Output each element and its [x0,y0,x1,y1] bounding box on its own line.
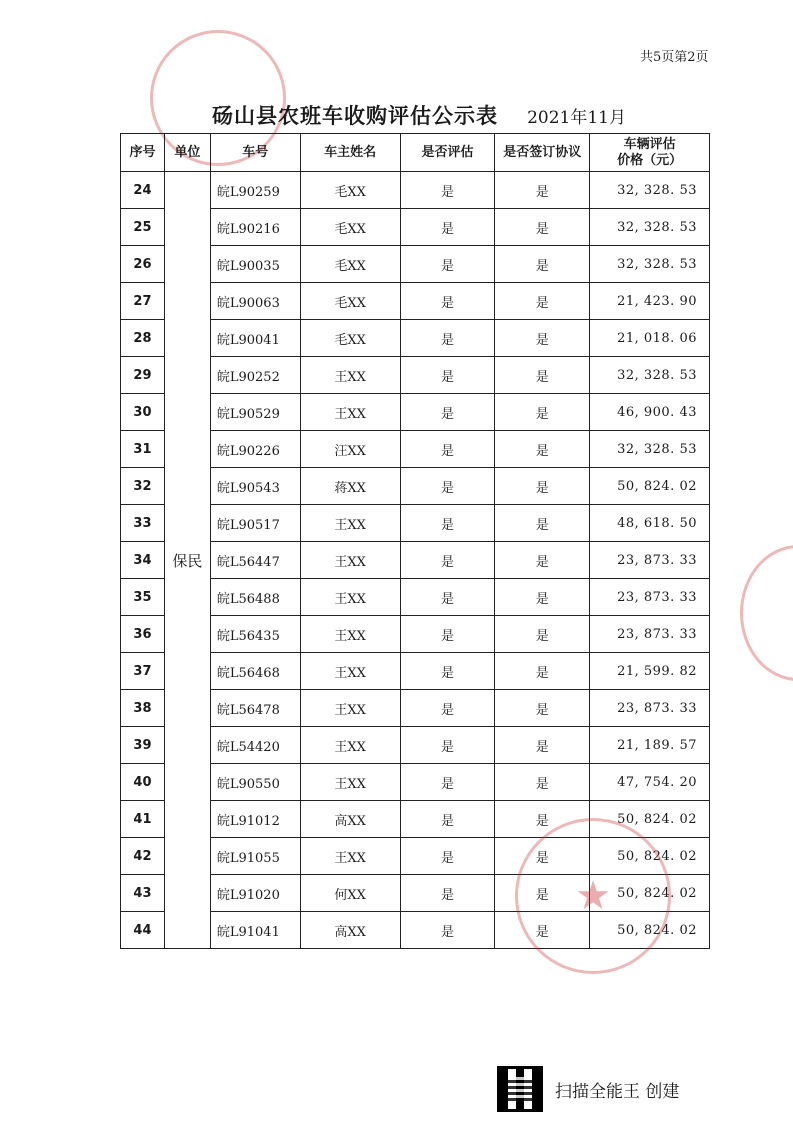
row-evaluated: 是 [400,838,495,875]
row-price: 32, 328. 53 [590,431,710,468]
row-owner: 毛XX [300,246,400,283]
row-price: 32, 328. 53 [590,172,710,209]
row-seq: 28 [121,320,165,357]
row-seq: 32 [121,468,165,505]
row-evaluated: 是 [400,653,495,690]
header-plate: 车号 [210,134,300,172]
row-signed: 是 [495,875,590,912]
row-evaluated: 是 [400,172,495,209]
row-signed: 是 [495,209,590,246]
row-seq: 34 [121,542,165,579]
row-price: 21, 018. 06 [590,320,710,357]
row-price: 21, 423. 90 [590,283,710,320]
table-header-row [121,134,710,172]
row-owner: 毛XX [300,209,400,246]
row-signed: 是 [495,505,590,542]
row-signed: 是 [495,542,590,579]
row-owner: 王XX [300,505,400,542]
row-owner: 王XX [300,764,400,801]
row-owner: 何XX [300,875,400,912]
row-plate: 皖L90226 [210,431,300,468]
header-owner: 车主姓名 [300,134,400,172]
header-price-line1: 车辆评估 [623,136,676,152]
row-evaluated: 是 [400,875,495,912]
row-plate: 皖L56488 [210,579,300,616]
row-price: 50, 824. 02 [590,838,710,875]
row-signed: 是 [495,579,590,616]
row-seq: 43 [121,875,165,912]
row-price: 23, 873. 33 [590,690,710,727]
report-date: 2021年11月 [527,108,626,128]
row-evaluated: 是 [400,468,495,505]
row-price: 21, 599. 82 [590,653,710,690]
row-signed: 是 [495,283,590,320]
row-plate: 皖L90550 [210,764,300,801]
row-evaluated: 是 [400,616,495,653]
row-price: 32, 328. 53 [590,246,710,283]
row-owner: 毛XX [300,172,400,209]
row-seq: 33 [121,505,165,542]
row-seq: 26 [121,246,165,283]
row-price: 50, 824. 02 [590,801,710,838]
row-plate: 皖L90529 [210,394,300,431]
row-price: 46, 900. 43 [590,394,710,431]
row-evaluated: 是 [400,357,495,394]
row-signed: 是 [495,394,590,431]
row-plate: 皖L56435 [210,616,300,653]
row-seq: 39 [121,727,165,764]
row-evaluated: 是 [400,727,495,764]
row-evaluated: 是 [400,209,495,246]
row-seq: 29 [121,357,165,394]
row-seq: 31 [121,431,165,468]
row-seq: 40 [121,764,165,801]
row-price: 23, 873. 33 [590,616,710,653]
row-owner: 蒋XX [300,468,400,505]
row-plate: 皖L90259 [210,172,300,209]
official-seal-stamp-edge [740,545,793,681]
row-signed: 是 [495,764,590,801]
row-seq: 27 [121,283,165,320]
row-seq: 24 [121,172,165,209]
row-plate: 皖L56478 [210,690,300,727]
row-evaluated: 是 [400,579,495,616]
row-price: 50, 824. 02 [590,875,710,912]
row-signed: 是 [495,838,590,875]
row-evaluated: 是 [400,246,495,283]
row-seq: 38 [121,690,165,727]
row-plate: 皖L91055 [210,838,300,875]
row-price: 48, 618. 50 [590,505,710,542]
header-seq: 序号 [121,134,165,172]
row-owner: 毛XX [300,283,400,320]
row-signed: 是 [495,912,590,949]
row-plate: 皖L56447 [210,542,300,579]
row-evaluated: 是 [400,764,495,801]
header-price-line2: 价格（元） [617,152,683,168]
row-signed: 是 [495,653,590,690]
row-evaluated: 是 [400,394,495,431]
row-seq: 36 [121,616,165,653]
page-title: 砀山县农班车收购评估公示表 [212,104,498,128]
row-unit: 保民 [164,172,210,949]
row-owner: 王XX [300,838,400,875]
row-owner: 王XX [300,690,400,727]
row-price: 32, 328. 53 [590,209,710,246]
row-seq: 30 [121,394,165,431]
row-owner: 高XX [300,912,400,949]
row-price: 50, 824. 02 [590,468,710,505]
row-seq: 35 [121,579,165,616]
row-signed: 是 [495,320,590,357]
page-indicator: 共5页第2页 [640,50,709,65]
row-plate: 皖L91020 [210,875,300,912]
header-price [590,134,710,172]
row-signed: 是 [495,357,590,394]
qr-code-icon [497,1066,543,1112]
row-price: 47, 754. 20 [590,764,710,801]
row-plate: 皖L90517 [210,505,300,542]
row-evaluated: 是 [400,283,495,320]
header-signed: 是否签订协议 [495,134,590,172]
row-evaluated: 是 [400,801,495,838]
row-seq: 41 [121,801,165,838]
row-signed: 是 [495,690,590,727]
certified-public-valuer-stamp [515,818,671,974]
row-evaluated: 是 [400,320,495,357]
row-seq: 44 [121,912,165,949]
row-owner: 高XX [300,801,400,838]
row-signed: 是 [495,246,590,283]
row-signed: 是 [495,172,590,209]
row-plate: 皖L90063 [210,283,300,320]
row-owner: 毛XX [300,320,400,357]
scanner-credit: 扫描全能王 创建 [555,1081,680,1102]
star-icon: ★ [575,873,611,919]
row-owner: 王XX [300,394,400,431]
row-seq: 25 [121,209,165,246]
scanner-footer [497,1066,679,1112]
row-signed: 是 [495,431,590,468]
row-plate: 皖L56468 [210,653,300,690]
row-plate: 皖L90252 [210,357,300,394]
row-plate: 皖L90216 [210,209,300,246]
row-seq: 37 [121,653,165,690]
row-plate: 皖L91012 [210,801,300,838]
row-evaluated: 是 [400,431,495,468]
row-signed: 是 [495,468,590,505]
row-price: 50, 824. 02 [590,912,710,949]
row-evaluated: 是 [400,912,495,949]
row-price: 23, 873. 33 [590,542,710,579]
row-signed: 是 [495,616,590,653]
row-evaluated: 是 [400,690,495,727]
row-owner: 王XX [300,727,400,764]
row-owner: 王XX [300,357,400,394]
header-evaluated: 是否评估 [400,134,495,172]
row-signed: 是 [495,727,590,764]
title-row [212,100,626,130]
table-row [121,172,710,209]
row-evaluated: 是 [400,505,495,542]
row-owner: 汪XX [300,431,400,468]
row-plate: 皖L91041 [210,912,300,949]
row-signed: 是 [495,801,590,838]
row-plate: 皖L90041 [210,320,300,357]
row-seq: 42 [121,838,165,875]
row-plate: 皖L54420 [210,727,300,764]
row-evaluated: 是 [400,542,495,579]
header-unit: 单位 [164,134,210,172]
row-price: 21, 189. 57 [590,727,710,764]
row-owner: 王XX [300,616,400,653]
row-plate: 皖L90035 [210,246,300,283]
row-price: 32, 328. 53 [590,357,710,394]
row-price: 23, 873. 33 [590,579,710,616]
row-plate: 皖L90543 [210,468,300,505]
row-owner: 王XX [300,579,400,616]
row-owner: 王XX [300,653,400,690]
row-owner: 王XX [300,542,400,579]
